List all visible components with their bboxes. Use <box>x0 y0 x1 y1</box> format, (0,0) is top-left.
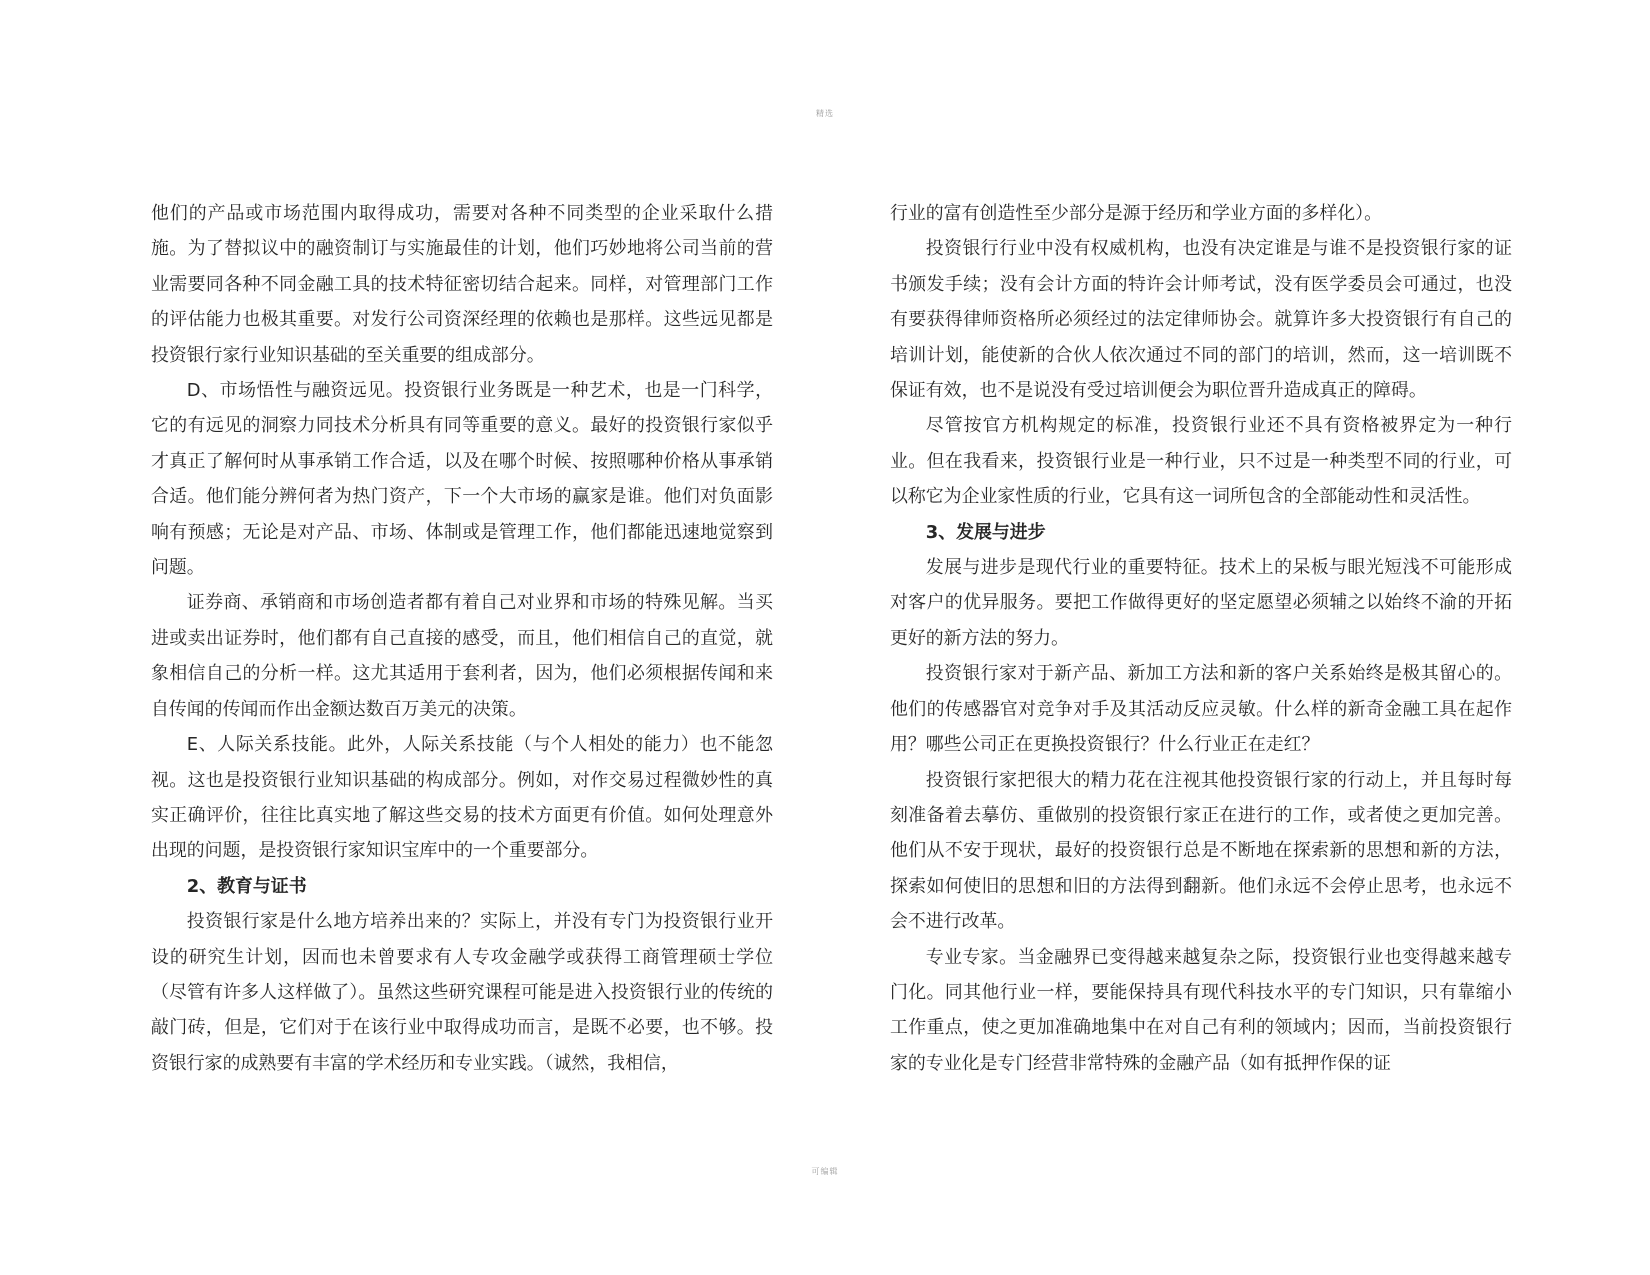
paragraph: 证券商、承销商和市场创造者都有着自己对业界和市场的特殊见解。当买进或卖出证券时，他们都有自己直接的感受，而且，他们相信自己的直觉，就象相信自己的分析一样。这尤其适用于套利者，因为，他们必须根据传闻和来自传闻的传闻而作出金额达数百万美元的决策。 <box>151 592 773 720</box>
paragraph: 专业专家。当金融界已变得越来越复杂之际，投资银行业也变得越来越专门化。同其他行业一样，要能保持具有现代科技水平的专门知识，只有靠缩小工作重点，使之更加准确地集中在对自己有利的领域内；因而，当前投资银行家的专业化是专门经营非常特殊的金融产品（如有抵押作保的证 <box>890 946 1512 1074</box>
section-heading: 3、发展与进步 <box>925 521 1046 543</box>
paragraph: D、市场悟性与融资远见。投资银行业务既是一种艺术，也是一门科学，它的有远见的洞察力同技术分析具有同等重要的意义。最好的投资银行家似乎才真正了解何时从事承销工作合适，以及在哪个时候、按照哪种价格从事承销合适。他们能分辨何者为热门资产，下一个大市场的赢家是谁。他们对负面影响有预感；无论是对产品、市场、体制或是管理工作，他们都能迅速地觉察到问题。 <box>151 380 773 579</box>
paragraph: 投资银行家把很大的精力花在注视其他投资银行家的行动上，并且每时每刻准备着去摹仿、重做别的投资银行家正在进行的工作，或者使之更加完善。他们从不安于现状，最好的投资银行总是不断地在探索新的思想和新的方法，探索如何使旧的思想和旧的方法得到翻新。他们永远不会停止思考，也永远不会不进行改革。 <box>890 769 1512 933</box>
right-column <box>890 196 1512 1081</box>
left-column <box>151 196 773 1081</box>
paragraph: 尽管按官方机构规定的标准，投资银行业还不具有资格被界定为一种行业。但在我看来，投资银行业是一种行业，只不过是一种类型不同的行业，可以称它为企业家性质的行业，它具有这一词所包含的全部能动性和灵活性。 <box>890 415 1512 508</box>
header-watermark: 精选 <box>816 109 834 118</box>
paragraph: E、人际关系技能。此外，人际关系技能（与个人相处的能力）也不能忽视。这也是投资银行业知识基础的构成部分。例如，对作交易过程微妙性的真实正确评价，往往比真实地了解这些交易的技术方面更有价值。如何处理意外出现的问题，是投资银行家知识宝库中的一个重要部分。 <box>151 734 773 862</box>
paragraph: 他们的产品或市场范围内取得成功，需要对各种不同类型的企业采取什么措施。为了替拟议中的融资制订与实施最佳的计划，他们巧妙地将公司当前的营业需要同各种不同金融工具的技术特征密切结合起来。同样，对管理部门工作的评估能力也极其重要。对发行公司资深经理的依赖也是那样。这些远见都是投资银行家行业知识基础的至关重要的组成部分。 <box>151 203 773 366</box>
footer-watermark: 可编辑 <box>811 1167 839 1176</box>
paragraph: 投资银行行业中没有权威机构，也没有决定谁是与谁不是投资银行家的证书颁发手续；没有会计方面的特许会计师考试，没有医学委员会可通过，也没有要获得律师资格所必须经过的法定律师协会。就算许多大投资银行有自己的培训计划，能使新的合伙人依次通过不同的部门的培训，然而，这一培训既不保证有效，也不是说没有受过培训便会为职位晋升造成真正的障碍。 <box>890 238 1512 402</box>
paragraph: 行业的富有创造性至少部分是源于经历和学业方面的多样化）。 <box>890 203 1382 224</box>
paragraph: 投资银行家是什么地方培养出来的？实际上，并没有专门为投资银行业开设的研究生计划，因而也未曾要求有人专攻金融学或获得工商管理硕士学位（尽管有许多人这样做了）。虽然这些研究课程可能是进入投资银行业的传统的敲门砖，但是，它们对于在该行业中取得成功而言，是既不必要，也不够。投资银行家的成熟要有丰富的学术经历和专业实践。（诚然，我相信， <box>151 911 773 1074</box>
paragraph: 投资银行家对于新产品、新加工方法和新的客户关系始终是极其留心的。他们的传感器官对竞争对手及其活动反应灵敏。什么样的新奇金融工具在起作用？哪些公司正在更换投资银行？什么行业正在走红？ <box>890 663 1512 756</box>
paragraph: 发展与进步是现代行业的重要特征。技术上的呆板与眼光短浅不可能形成对客户的优异服务。要把工作做得更好的坚定愿望必须辅之以始终不渝的开拓更好的新方法的努力。 <box>890 557 1512 649</box>
section-heading: 2、教育与证书 <box>186 875 307 897</box>
